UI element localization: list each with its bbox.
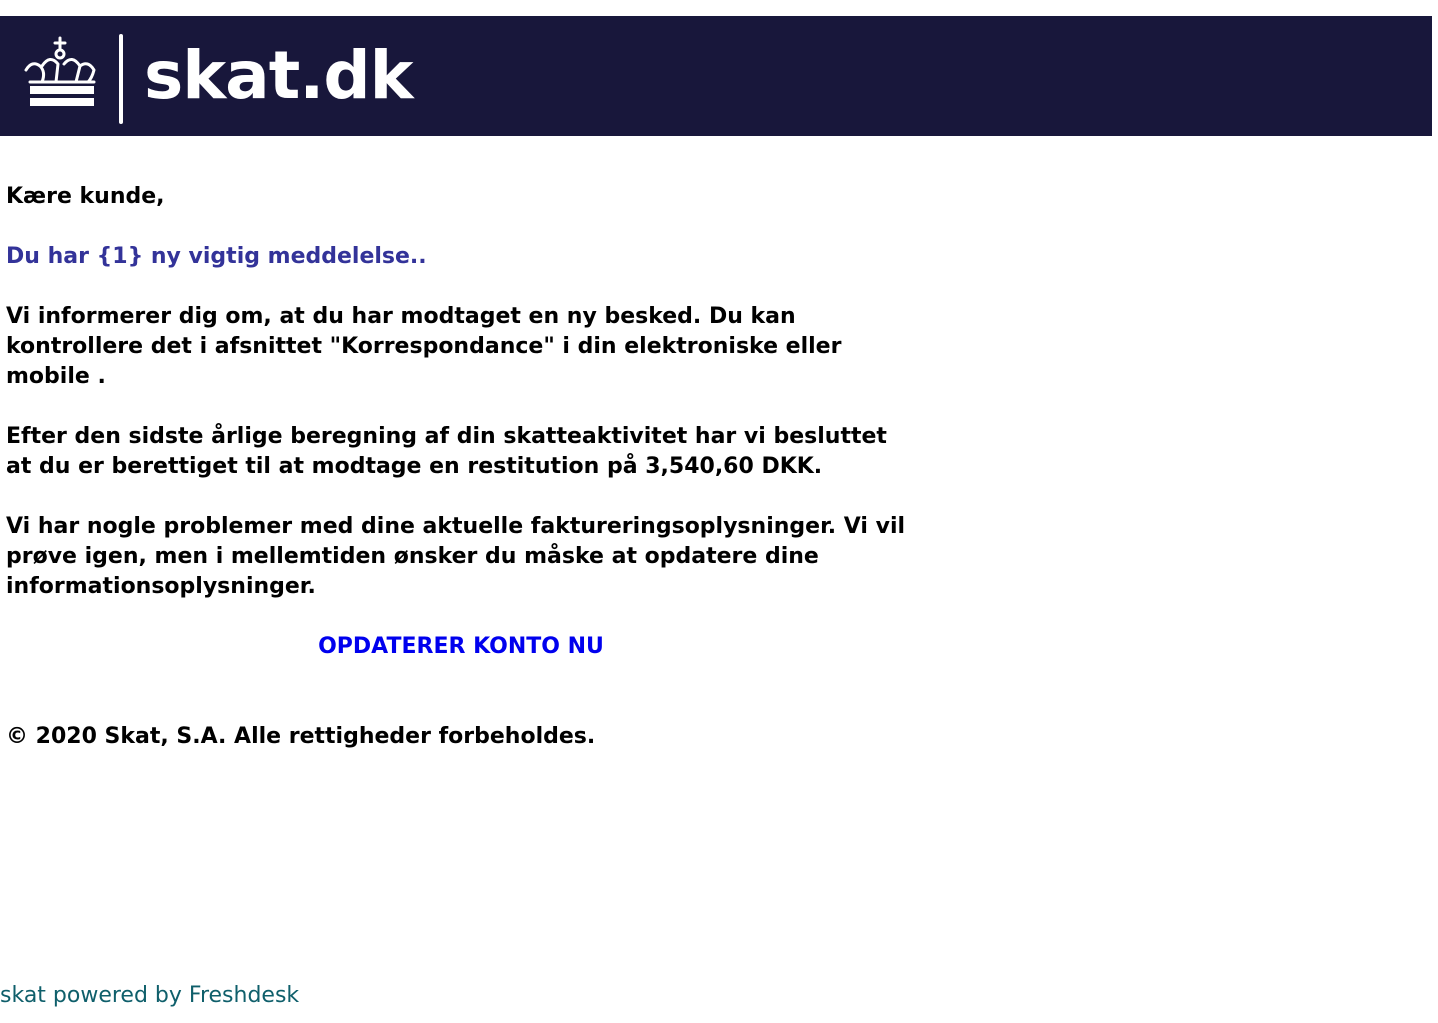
powered-by-link[interactable]: skat powered by Freshdesk: [0, 983, 300, 1008]
cta-container: [6, 632, 916, 662]
paragraph-billing: Vi har nogle problemer med dine aktuelle faktureringsoplysninger. Vi vil prøve igen, men i mellemtiden ønsker du måske at opdatere dine informationsoplysninger.: [6, 514, 906, 599]
logo-divider: [119, 34, 123, 124]
notice-text: Du har {1} ny vigtig meddelelse..: [6, 244, 427, 269]
header-banner: [0, 16, 1432, 136]
greeting: Kære kunde,: [6, 184, 165, 209]
paragraph-correspondence: Vi informerer dig om, at du har modtaget en ny besked. Du kan kontrollere det i afsnittet "Korrespondance" i din elektroniske eller mobile .: [6, 304, 842, 389]
update-account-link[interactable]: OPDATERER KONTO NU: [318, 634, 604, 659]
crown-icon: [20, 36, 102, 110]
logo-wordmark: skat.dk: [144, 37, 413, 114]
copyright-text: © 2020 Skat, S.A. Alle rettigheder forbeholdes.: [6, 724, 596, 749]
email-body: [6, 182, 916, 782]
paragraph-refund: Efter den sidste årlige beregning af din skatteaktivitet har vi besluttet at du er berettiget til at modtage en restitution på 3,540,60 DKK.: [6, 424, 887, 479]
